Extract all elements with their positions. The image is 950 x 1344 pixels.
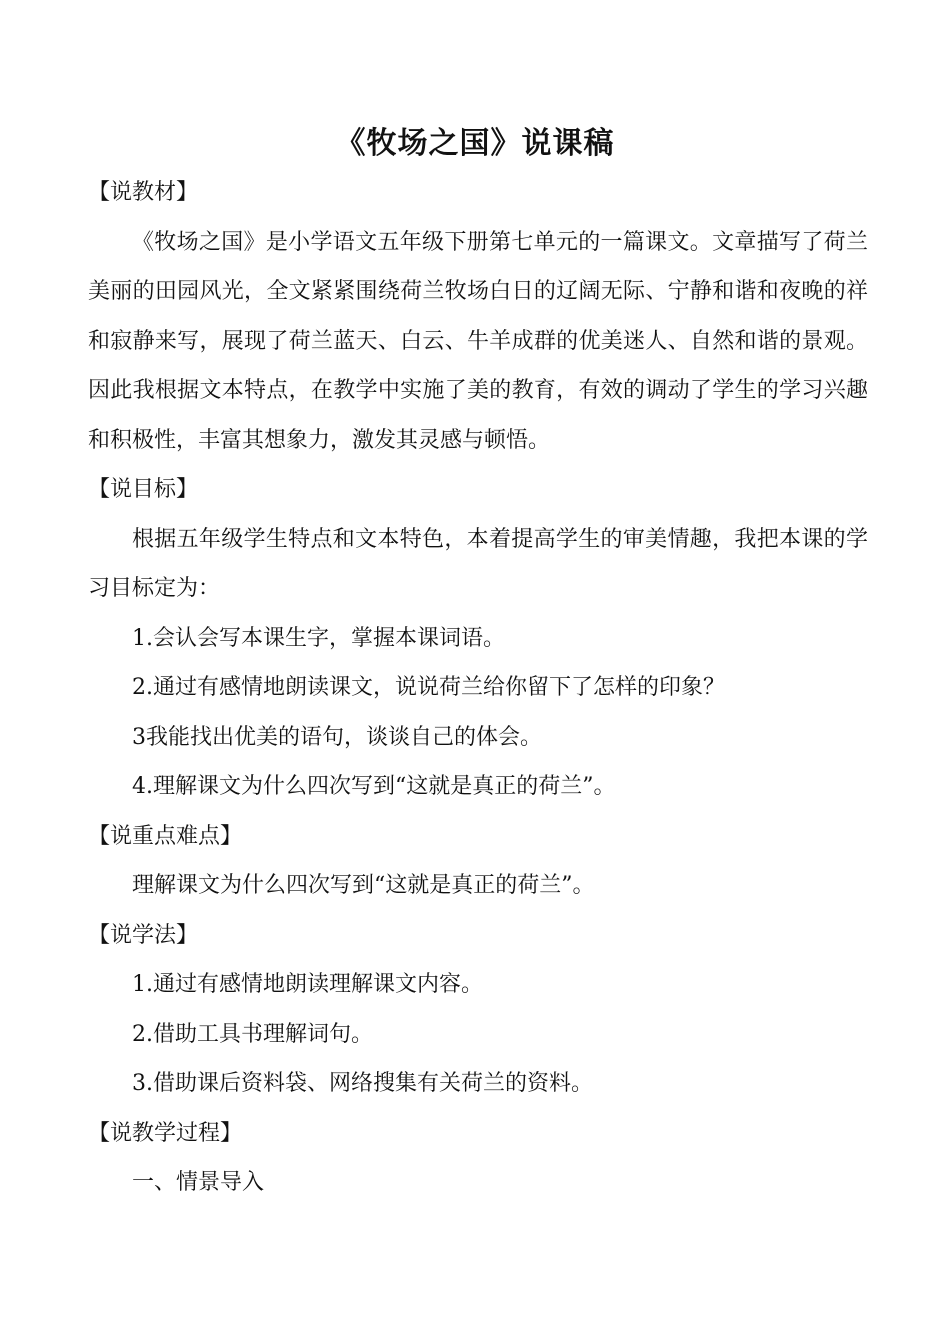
method-item: 3.借助课后资料袋、网络搜集有关荷兰的资料。 (132, 1071, 593, 1096)
goal-item: 2.通过有感情地朗读课文，说说荷兰给你留下了怎样的印象？ (132, 675, 725, 700)
section-heading-methods: 【说学法】 (88, 922, 199, 948)
section-heading-key-points: 【说重点难点】 (88, 823, 243, 849)
method-item: 2.借助工具书理解词句。 (132, 1021, 373, 1047)
key-points-paragraph: 理解课文为什么四次写到“这就是真正的荷兰”。 (132, 873, 595, 898)
process-item: 一、情景导入 (132, 1170, 265, 1195)
section-heading-goals: 【说目标】 (88, 477, 199, 502)
document-body (88, 168, 868, 1208)
goal-item: 1.会认会写本课生字，掌握本课词语。 (132, 625, 505, 651)
textbook-paragraph: 《牧场之国》是小学语文五年级下册第七单元的一篇课文。文章描写了荷兰美丽的田园风光，全文紧紧围绕荷兰牧场白日的辽阔无际、宁静和谐和夜晚的祥和寂静来写，展现了荷兰蓝天、白云、牛羊成群的优美迷人、自然和谐的景观。因此我根据文本特点，在教学中实施了美的教育，有效的调动了学生的学习兴趣和积极性，丰富其想象力，激发其灵感与顿悟。 (88, 229, 868, 453)
method-item: 1.通过有感情地朗读理解课文内容。 (132, 972, 483, 997)
goal-item: 3我能找出优美的语句，谈谈自己的体会。 (132, 724, 542, 750)
section-heading-process: 【说教学过程】 (88, 1120, 243, 1146)
document-title: 《牧场之国》说课稿 (335, 126, 615, 161)
section-heading-textbook: 【说教材】 (88, 180, 199, 205)
goals-paragraph: 根据五年级学生特点和文本特色，本着提高学生的审美情趣，我把本课的学习目标定为： (88, 526, 868, 601)
goal-item: 4.理解课文为什么四次写到“这就是真正的荷兰”。 (132, 774, 616, 799)
